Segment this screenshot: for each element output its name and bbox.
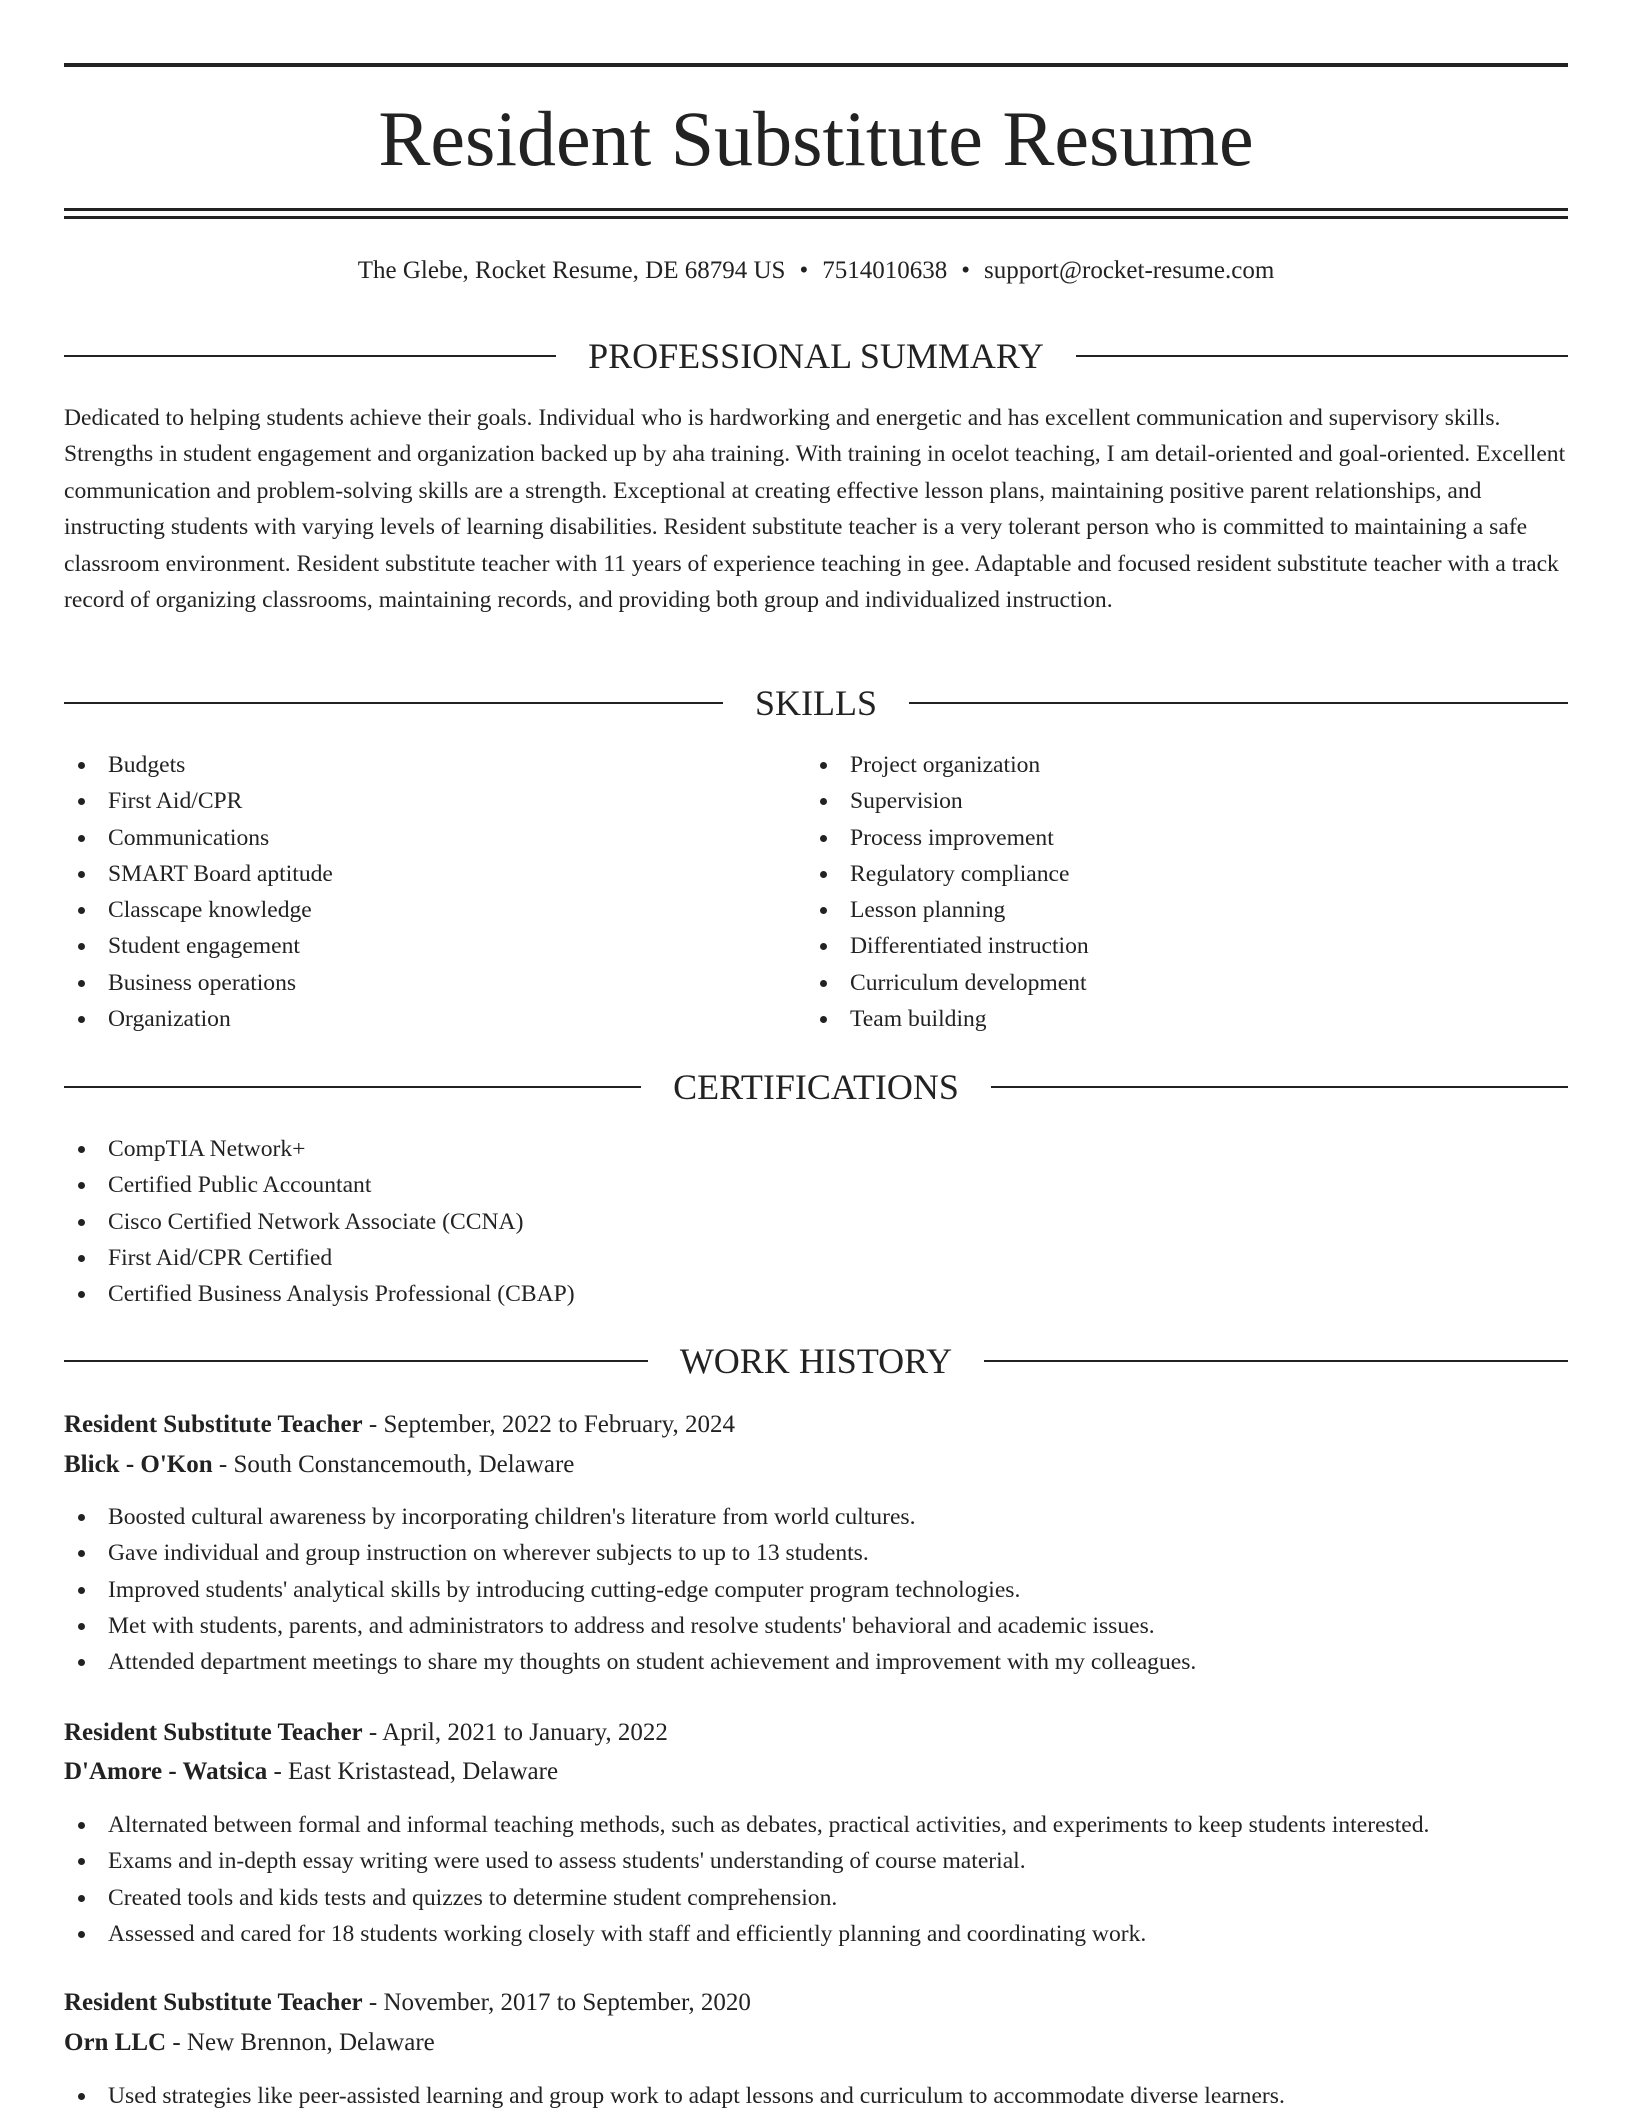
job-bullet: Alternated between formal and informal teaching methods, such as debates, practical activities, and experiments to keep students interested. [64,1807,1564,1843]
page-title: Resident Substitute Resume [378,95,1254,182]
certification-item: First Aid/CPR Certified [64,1240,1464,1276]
title-rule-upper [64,208,1568,211]
certification-item: Certified Public Accountant [64,1167,1464,1203]
job-dates: - April, 2021 to January, 2022 [362,1719,668,1746]
job-dates: - November, 2017 to September, 2020 [362,1989,751,2016]
skill-item: Budgets [64,747,764,783]
job-company-line [64,1754,558,1790]
skill-item: Business operations [64,965,764,1001]
job-title: Resident Substitute Teacher [64,1719,363,1746]
summary-paragraph: Dedicated to helping students achieve their goals. Individual who is hardworking and energetic and has excellent communication and supervisory skills. Strengths in student engagement and organization backed up by aha training. With training in ocelot teaching, I am detail-oriented and goal-oriented. Excellent communication and problem-solving skills are a strength. Exceptional at creating effective lesson plans, maintaining positive parent relationships, and instructing students with varying levels of learning disabilities. Resident substitute teacher is a very tolerant person who is committed to maintaining a safe classroom environment. Resident substitute teacher with 11 years of experience teaching in gee. Adaptable and focused resident substitute teacher with a track record of organizing classrooms, maintaining records, and providing both group and individualized instruction. [64,405,1566,614]
skill-item: Curriculum development [806,965,1506,1001]
skill-item: SMART Board aptitude [64,856,764,892]
job-company-line [64,1447,574,1483]
skill-item: Supervision [806,783,1506,819]
title-rule-lower [64,216,1568,219]
job-title: Resident Substitute Teacher [64,1411,363,1438]
job-bullet: Boosted cultural awareness by incorporating children's literature from world cultures. [64,1499,1564,1535]
job-bullet: Gave individual and group instruction on wherever subjects to up to 13 students. [64,1535,1564,1571]
job-title-line [64,1407,735,1443]
job-title: Resident Substitute Teacher [64,1989,363,2016]
section-header-skills [64,681,1568,725]
certifications-list [64,1131,1464,1312]
job-company: D'Amore - Watsica [64,1758,268,1785]
section-title-skills: SKILLS [755,683,878,723]
section-rule [991,1086,1568,1088]
job-bullets [64,2078,1564,2114]
contact-separator: • [961,257,970,284]
section-rule [64,355,556,357]
job-bullet: Used strategies like peer-assisted learning and group work to adapt lessons and curriculum to accommodate diverse learners. [64,2078,1564,2114]
skill-item: Project organization [806,747,1506,783]
section-rule [909,702,1568,704]
job-bullet: Exams and in-depth essay writing were used to assess students' understanding of course material. [64,1843,1564,1879]
job-bullet: Created tools and kids tests and quizzes to determine student comprehension. [64,1880,1564,1916]
certification-item: Cisco Certified Network Associate (CCNA) [64,1204,1464,1240]
skills-list-left [64,747,764,1037]
section-title-work-history: WORK HISTORY [679,1341,953,1381]
section-title-summary: PROFESSIONAL SUMMARY [588,336,1044,376]
job-bullets [64,1499,1564,1680]
skill-item: Process improvement [806,820,1506,856]
section-header-summary [64,334,1568,378]
skills-list-right [806,747,1506,1037]
contact-address: The Glebe, Rocket Resume, DE 68794 US [357,257,786,284]
skill-item: Regulatory compliance [806,856,1506,892]
job-bullet: Assessed and cared for 18 students working closely with staff and efficiently planning and coordinating work. [64,1916,1564,1952]
certification-item: Certified Business Analysis Professional (CBAP) [64,1276,1464,1312]
top-rule [64,63,1568,67]
job-bullets [64,1807,1564,1952]
contact-email[interactable]: support@rocket-resume.com [983,257,1275,284]
certification-item: CompTIA Network+ [64,1131,1464,1167]
section-rule [64,702,723,704]
skill-item: Student engagement [64,928,764,964]
skill-item: Organization [64,1001,764,1037]
section-header-certifications [64,1065,1568,1109]
job-location: - South Constancemouth, Delaware [212,1451,575,1478]
skill-item: Classcape knowledge [64,892,764,928]
job-company: Blick - O'Kon [64,1451,213,1478]
job-location: - New Brennon, Delaware [166,2029,435,2056]
section-header-work-history [64,1339,1568,1383]
section-rule [1076,355,1568,357]
contact-separator: • [799,257,809,284]
contact-line [64,254,1568,288]
skill-item: Differentiated instruction [806,928,1506,964]
section-rule [64,1360,648,1362]
section-rule [984,1360,1568,1362]
job-title-line [64,1985,751,2021]
contact-phone: 7514010638 [822,257,948,284]
job-company-line [64,2025,435,2061]
skill-item: Communications [64,820,764,856]
job-bullet: Met with students, parents, and administrators to address and resolve students' behavioral and academic issues. [64,1608,1564,1644]
skill-item: Team building [806,1001,1506,1037]
job-dates: - September, 2022 to February, 2024 [362,1411,735,1438]
skill-item: Lesson planning [806,892,1506,928]
skill-item: First Aid/CPR [64,783,764,819]
job-location: - East Kristastead, Delaware [267,1758,559,1785]
job-company: Orn LLC [64,2029,167,2056]
job-bullet: Improved students' analytical skills by introducing cutting-edge computer program technologies. [64,1572,1564,1608]
section-title-certifications: CERTIFICATIONS [673,1067,959,1107]
job-title-line [64,1715,668,1751]
job-bullet: Attended department meetings to share my thoughts on student achievement and improvement with my colleagues. [64,1644,1564,1680]
section-rule [64,1086,641,1088]
